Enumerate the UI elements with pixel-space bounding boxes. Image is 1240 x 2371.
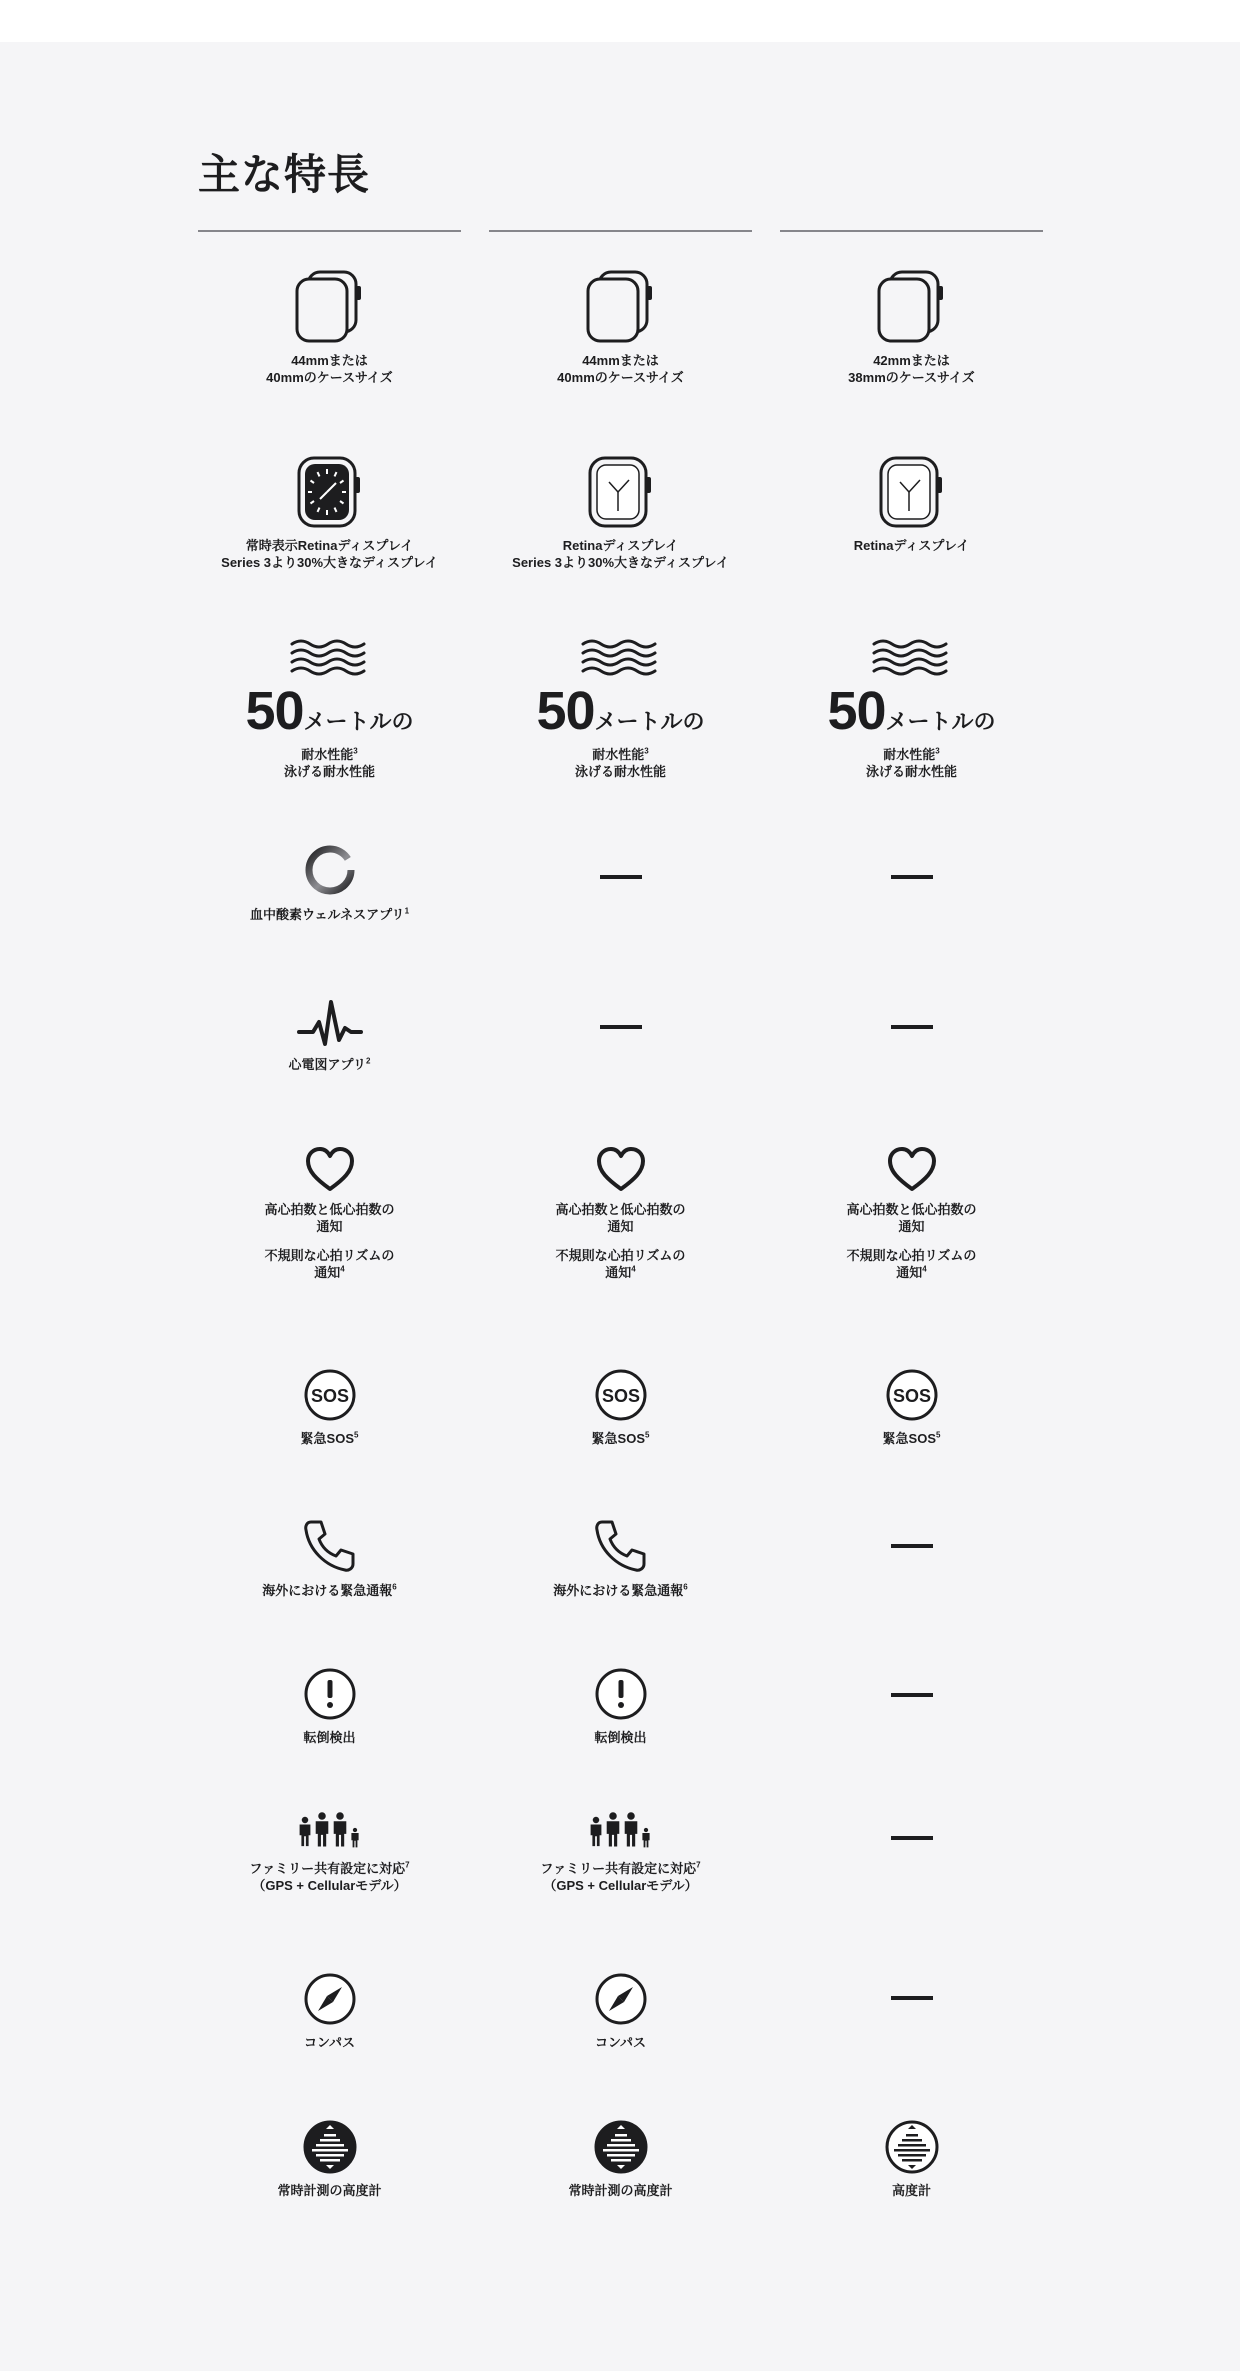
heart-icon — [595, 1145, 647, 1193]
footnote-mark: 3 — [353, 746, 358, 756]
caption-line — [198, 763, 461, 780]
caption-text: 転倒検出 — [594, 1730, 647, 1745]
caption-line — [780, 1218, 1043, 1235]
model-column — [198, 230, 461, 2198]
heart-icon — [886, 1145, 938, 1193]
water-depth-number: 50 — [536, 681, 595, 741]
caption-text: 42mmまたは — [873, 353, 950, 368]
caption-text: 常時計測の高度計 — [277, 2183, 382, 2198]
watch-case-icon — [585, 270, 657, 344]
feature-caption — [780, 2182, 1043, 2199]
water-depth-number: 50 — [827, 681, 886, 741]
feature-caption — [489, 2182, 752, 2199]
emergency-sos-cell — [489, 1368, 752, 1447]
feature-caption — [198, 1582, 461, 1599]
family-setup-cell — [489, 1808, 752, 1894]
not-available-cell — [780, 1996, 1043, 2000]
model-column — [780, 230, 1043, 2198]
heart-notification-cell — [780, 1145, 1043, 1281]
ecg-cell — [198, 992, 461, 1073]
family-icon — [587, 1808, 655, 1852]
feature-caption — [489, 1860, 752, 1894]
footnote-mark: 7 — [696, 1860, 701, 1870]
caption-line — [489, 369, 752, 386]
caption-line — [489, 1264, 752, 1281]
sos-icon — [885, 1368, 939, 1422]
caption-text: 泳げる耐水性能 — [865, 764, 957, 779]
feature-caption — [780, 352, 1043, 386]
caption-text: 耐水性能 — [592, 747, 645, 762]
footnote-mark: 5 — [645, 1430, 650, 1440]
caption-text: 血中酸素ウェルネスアプリ — [249, 907, 405, 922]
caption-line — [489, 763, 752, 780]
not-available-cell — [489, 1025, 752, 1029]
caption-text: 通知 — [605, 1265, 632, 1280]
caption-line — [489, 537, 752, 554]
caption-line — [489, 554, 752, 571]
not-available-cell — [780, 1693, 1043, 1697]
column-divider — [780, 230, 1043, 232]
caption-line — [780, 763, 1043, 780]
caption-text: 不規則な心拍リズムの — [846, 1248, 977, 1263]
caption-text: 緊急SOS — [591, 1431, 645, 1446]
caption-text: コンパス — [594, 2035, 647, 2050]
alert-icon — [303, 1667, 357, 1721]
column-divider — [198, 230, 461, 232]
caption-text: 不規則な心拍リズムの — [555, 1248, 686, 1263]
caption-line — [780, 369, 1043, 386]
water-depth-unit: メートルの — [885, 709, 996, 734]
water-depth — [489, 681, 752, 741]
water-resistance-cell — [489, 638, 752, 780]
feature-caption — [198, 352, 461, 386]
altimeter-icon — [885, 2120, 939, 2174]
caption-text: 通知 — [607, 1219, 634, 1234]
page-title: 主な特長 — [198, 151, 371, 198]
feature-caption — [780, 1247, 1043, 1281]
caption-text: ファミリー共有設定に対応 — [540, 1861, 697, 1876]
caption-text: 耐水性能 — [883, 747, 936, 762]
footnote-mark: 5 — [354, 1430, 359, 1440]
heart-icon — [304, 1145, 356, 1193]
caption-line — [198, 1264, 461, 1281]
feature-caption — [489, 352, 752, 386]
footnote-mark: 4 — [631, 1264, 636, 1274]
caption-line — [489, 1877, 752, 1894]
footnote-mark: 2 — [366, 1056, 371, 1066]
feature-caption — [780, 1201, 1043, 1235]
alert-icon — [594, 1667, 648, 1721]
caption-text: 耐水性能 — [301, 747, 354, 762]
footnote-mark: 7 — [405, 1860, 410, 1870]
caption-text: Series 3より30%大きなディスプレイ — [512, 555, 729, 570]
caption-text: 海外における緊急通報 — [262, 1583, 393, 1598]
feature-caption — [198, 746, 461, 780]
caption-text: 通知 — [898, 1219, 925, 1234]
caption-line — [198, 1218, 461, 1235]
dash-icon — [891, 875, 933, 879]
dash-icon — [600, 1025, 642, 1029]
column-divider — [489, 230, 752, 232]
water-waves-icon — [290, 638, 370, 678]
water-resistance-cell — [198, 638, 461, 780]
feature-caption — [198, 2034, 461, 2051]
watch-case-icon — [294, 270, 366, 344]
caption-text: 常時計測の高度計 — [568, 2183, 673, 2198]
footnote-mark: 6 — [683, 1582, 688, 1592]
feature-caption — [489, 1582, 752, 1599]
phone-icon — [303, 1518, 357, 1574]
caption-line — [198, 554, 461, 571]
compass-cell — [198, 1972, 461, 2051]
model-column — [489, 230, 752, 2198]
caption-text: ファミリー共有設定に対応 — [249, 1861, 406, 1876]
caption-text: コンパス — [303, 2035, 356, 2050]
water-resistance-cell — [780, 638, 1043, 780]
not-available-cell — [780, 1836, 1043, 1840]
altimeter-cell — [198, 2120, 461, 2199]
feature-caption — [489, 1729, 752, 1746]
feature-caption — [489, 746, 752, 780]
caption-text: Series 3より30%大きなディスプレイ — [221, 555, 438, 570]
caption-text: 38mmのケースサイズ — [848, 370, 975, 385]
feature-caption — [198, 537, 461, 571]
altimeter-cell — [780, 2120, 1043, 2199]
dash-icon — [891, 1544, 933, 1548]
caption-text: 海外における緊急通報 — [553, 1583, 684, 1598]
caption-text: 通知 — [316, 1219, 343, 1234]
ecg-icon — [297, 992, 363, 1048]
watch-display-icon — [878, 455, 946, 529]
heart-notification-cell — [489, 1145, 752, 1281]
caption-text: 泳げる耐水性能 — [574, 764, 666, 779]
not-available-cell — [489, 875, 752, 879]
caption-text: 高心拍数と低心拍数の — [264, 1202, 395, 1217]
caption-line — [780, 746, 1043, 763]
sos-icon — [303, 1368, 357, 1422]
compass-icon — [594, 1972, 648, 2026]
caption-text: 高度計 — [891, 2183, 931, 2198]
caption-text: 緊急SOS — [882, 1431, 936, 1446]
water-depth-number: 50 — [245, 681, 304, 741]
caption-text: 転倒検出 — [303, 1730, 356, 1745]
water-depth — [780, 681, 1043, 741]
dash-icon — [891, 1025, 933, 1029]
intl-emergency-call-cell — [198, 1518, 461, 1599]
emergency-sos-cell — [198, 1368, 461, 1447]
blood-oxygen-icon — [302, 842, 358, 898]
caption-text: 44mmまたは — [582, 353, 659, 368]
caption-text: 40mmのケースサイズ — [266, 370, 393, 385]
feature-caption — [198, 906, 461, 923]
caption-text: （GPS + Cellularモデル） — [252, 1878, 407, 1893]
sos-icon — [594, 1368, 648, 1422]
caption-line — [198, 352, 461, 369]
footnote-mark: 6 — [392, 1582, 397, 1592]
caption-line — [489, 1860, 752, 1877]
dash-icon — [891, 1836, 933, 1840]
not-available-cell — [780, 875, 1043, 879]
dash-icon — [891, 1996, 933, 2000]
footnote-mark: 4 — [922, 1264, 927, 1274]
caption-line — [198, 537, 461, 554]
feature-caption — [489, 2034, 752, 2051]
display-cell — [198, 455, 461, 571]
emergency-sos-cell — [780, 1368, 1043, 1447]
caption-line — [198, 746, 461, 763]
caption-line — [489, 352, 752, 369]
footnote-mark: 1 — [404, 906, 410, 916]
caption-line — [198, 369, 461, 386]
caption-text: 高心拍数と低心拍数の — [846, 1202, 977, 1217]
not-available-cell — [780, 1544, 1043, 1548]
water-depth — [198, 681, 461, 741]
caption-line — [780, 1201, 1043, 1218]
display-cell — [780, 455, 1043, 554]
altimeter-cell — [489, 2120, 752, 2199]
altimeter-icon — [594, 2120, 648, 2174]
feature-caption — [780, 537, 1043, 554]
water-waves-icon — [581, 638, 661, 678]
feature-caption — [489, 1430, 752, 1447]
caption-text: 通知 — [314, 1265, 341, 1280]
water-waves-icon — [872, 638, 952, 678]
footnote-mark: 5 — [936, 1430, 941, 1440]
fall-detection-cell — [198, 1667, 461, 1746]
svg-text:SOS: SOS — [310, 1386, 349, 1406]
caption-text: 通知 — [896, 1265, 923, 1280]
caption-text: （GPS + Cellularモデル） — [543, 1878, 698, 1893]
feature-caption — [198, 1201, 461, 1235]
compass-icon — [303, 1972, 357, 2026]
dash-icon — [600, 875, 642, 879]
feature-caption — [489, 537, 752, 571]
blood-oxygen-cell — [198, 842, 461, 923]
heart-notification-cell — [198, 1145, 461, 1281]
phone-icon — [594, 1518, 648, 1574]
display-cell — [489, 455, 752, 571]
feature-caption — [198, 1729, 461, 1746]
caption-text: 不規則な心拍リズムの — [264, 1248, 395, 1263]
intl-emergency-call-cell — [489, 1518, 752, 1599]
caption-text: 緊急SOS — [300, 1431, 354, 1446]
feature-caption — [780, 746, 1043, 780]
caption-text: 常時表示Retinaディスプレイ — [245, 538, 414, 553]
caption-text: 44mmまたは — [291, 353, 368, 368]
compass-cell — [489, 1972, 752, 2051]
footnote-mark: 4 — [340, 1264, 345, 1274]
caption-line — [780, 537, 1043, 554]
feature-caption — [489, 1247, 752, 1281]
caption-line — [198, 1877, 461, 1894]
caption-line — [489, 746, 752, 763]
caption-text: Retinaディスプレイ — [562, 538, 679, 553]
family-setup-cell — [198, 1808, 461, 1894]
family-icon — [296, 1808, 364, 1852]
case-size-cell — [780, 270, 1043, 386]
dash-icon — [891, 1693, 933, 1697]
feature-caption — [198, 1056, 461, 1073]
caption-text: 心電図アプリ — [288, 1057, 367, 1072]
watch-display-icon — [296, 455, 364, 529]
caption-line — [780, 1264, 1043, 1281]
case-size-cell — [489, 270, 752, 386]
svg-text:SOS: SOS — [892, 1386, 931, 1406]
case-size-cell — [198, 270, 461, 386]
feature-caption — [780, 1430, 1043, 1447]
feature-caption — [198, 2182, 461, 2199]
caption-text: 泳げる耐水性能 — [283, 764, 375, 779]
not-available-cell — [780, 1025, 1043, 1029]
footnote-mark: 3 — [644, 746, 649, 756]
caption-text: 40mmのケースサイズ — [557, 370, 684, 385]
feature-caption — [198, 1247, 461, 1281]
fall-detection-cell — [489, 1667, 752, 1746]
watch-case-icon — [876, 270, 948, 344]
caption-line — [489, 1201, 752, 1218]
footnote-mark: 3 — [935, 746, 940, 756]
water-depth-unit: メートルの — [594, 709, 705, 734]
feature-caption — [198, 1860, 461, 1894]
feature-caption — [198, 1430, 461, 1447]
caption-text: 高心拍数と低心拍数の — [555, 1202, 686, 1217]
water-depth-unit: メートルの — [303, 709, 414, 734]
watch-display-icon — [587, 455, 655, 529]
altimeter-icon — [303, 2120, 357, 2174]
caption-text: Retinaディスプレイ — [853, 538, 970, 553]
caption-line — [198, 1201, 461, 1218]
caption-line — [780, 352, 1043, 369]
caption-line — [489, 1218, 752, 1235]
caption-line — [198, 1860, 461, 1877]
feature-caption — [489, 1201, 752, 1235]
svg-text:SOS: SOS — [601, 1386, 640, 1406]
